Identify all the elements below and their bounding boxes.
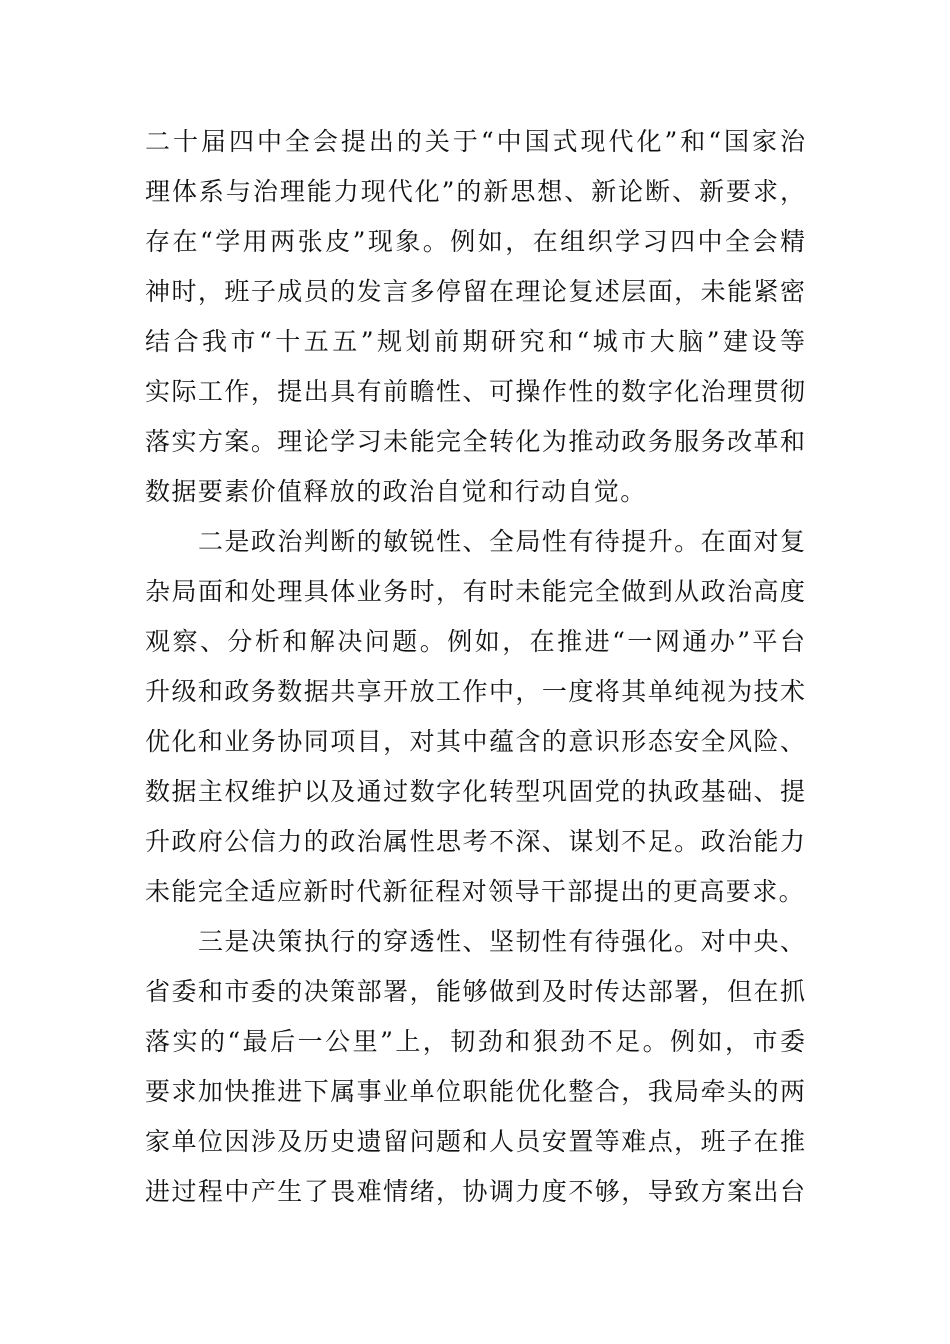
text-line: 实际工作，提出具有前瞻性、可操作性的数字化治理贯彻 bbox=[145, 377, 805, 406]
text-line: 观察、分析和解决问题。例如，在推进“一网通办”平台 bbox=[145, 627, 805, 656]
text-line: 数据主权维护以及通过数字化转型巩固党的执政基础、提 bbox=[145, 777, 805, 806]
text-line: 二十届四中全会提出的关于“中国式现代化”和“国家治 bbox=[145, 127, 805, 156]
text-line: 家单位因涉及历史遗留问题和人员安置等难点，班子在推 bbox=[145, 1127, 805, 1156]
text-line: 未能完全适应新时代新征程对领导干部提出的更高要求。 bbox=[145, 877, 806, 906]
text-line: 二是政治判断的敏锐性、全局性有待提升。在面对复 bbox=[198, 527, 805, 556]
text-line: 优化和业务协同项目，对其中蕴含的意识形态安全风险、 bbox=[145, 727, 805, 756]
text-line: 省委和市委的决策部署，能够做到及时传达部署，但在抓 bbox=[145, 977, 805, 1006]
text-line: 理体系与治理能力现代化”的新思想、新论断、新要求， bbox=[145, 177, 805, 206]
text-line: 升政府公信力的政治属性思考不深、谋划不足。政治能力 bbox=[145, 827, 805, 856]
text-line: 落实的“最后一公里”上，韧劲和狠劲不足。例如，市委 bbox=[145, 1027, 805, 1056]
text-line: 三是决策执行的穿透性、坚韧性有待强化。对中央、 bbox=[198, 927, 805, 956]
text-line: 升级和政务数据共享开放工作中，一度将其单纯视为技术 bbox=[145, 677, 805, 706]
text-line: 神时，班子成员的发言多停留在理论复述层面，未能紧密 bbox=[145, 277, 805, 306]
text-line: 结合我市“十五五”规划前期研究和“城市大脑”建设等 bbox=[145, 327, 805, 356]
text-line: 要求加快推进下属事业单位职能优化整合，我局牵头的两 bbox=[145, 1077, 805, 1106]
text-line: 存在“学用两张皮”现象。例如，在组织学习四中全会精 bbox=[145, 227, 805, 256]
text-line: 进过程中产生了畏难情绪，协调力度不够，导致方案出台 bbox=[145, 1177, 805, 1206]
text-line: 杂局面和处理具体业务时，有时未能完全做到从政治高度 bbox=[145, 577, 805, 606]
text-line: 落实方案。理论学习未能完全转化为推动政务服务改革和 bbox=[145, 427, 805, 456]
text-line: 数据要素价值释放的政治自觉和行动自觉。 bbox=[145, 477, 647, 506]
